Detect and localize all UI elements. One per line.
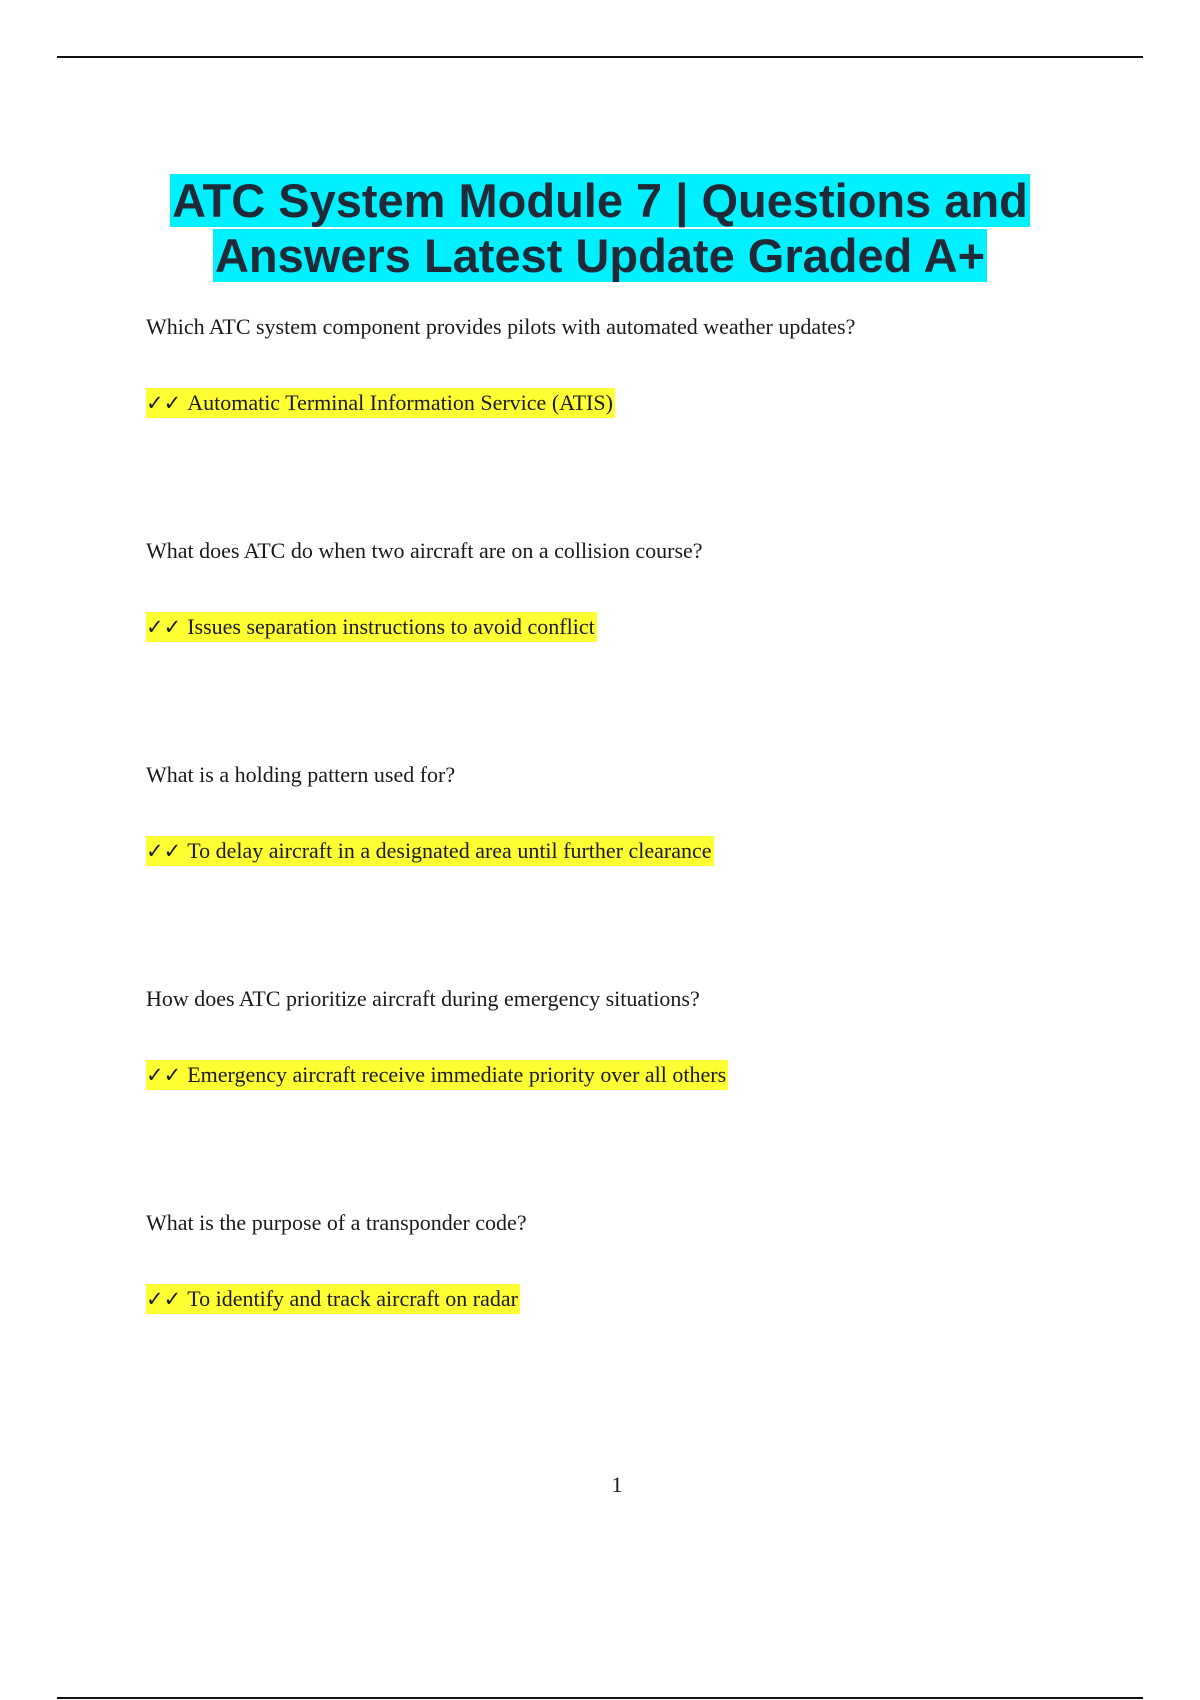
question-text: What does ATC do when two aircraft are on a collision course?	[146, 538, 703, 563]
qa-item	[146, 760, 1106, 863]
answer-highlight	[146, 836, 714, 866]
header-rule	[57, 56, 1143, 58]
document-title	[0, 173, 1200, 283]
title-line-1: ATC System Module 7 | Questions and	[172, 174, 1028, 228]
double-check-icon: ✓✓	[146, 1063, 182, 1087]
answer-text: Issues separation instructions to avoid conflict	[187, 614, 595, 639]
answer-highlight	[146, 1060, 728, 1090]
answer-text: To identify and track aircraft on radar	[187, 1286, 518, 1311]
double-check-icon: ✓✓	[146, 391, 182, 415]
question-text: Which ATC system component provides pilots with automated weather updates?	[146, 314, 856, 339]
footer-rule	[57, 1697, 1143, 1699]
qa-item	[146, 984, 1106, 1087]
qa-item	[146, 536, 1106, 639]
double-check-icon: ✓✓	[146, 839, 182, 863]
question-text: What is the purpose of a transponder code?	[146, 1210, 527, 1235]
qa-item	[146, 312, 1106, 415]
question-text: What is a holding pattern used for?	[146, 762, 456, 787]
answer-highlight	[146, 1284, 520, 1314]
answer-highlight	[146, 388, 615, 418]
double-check-icon: ✓✓	[146, 615, 182, 639]
answer-text: Automatic Terminal Information Service (ATIS)	[187, 390, 613, 415]
question-text: How does ATC prioritize aircraft during emergency situations?	[146, 986, 700, 1011]
answer-text: Emergency aircraft receive immediate priority over all others	[187, 1062, 727, 1087]
page-number: 1	[611, 1472, 623, 1497]
double-check-icon: ✓✓	[146, 1287, 182, 1311]
answer-highlight	[146, 612, 597, 642]
answer-text: To delay aircraft in a designated area until further clearance	[187, 838, 712, 863]
title-line-2: Answers Latest Update Graded A+	[214, 229, 986, 283]
qa-item	[146, 1208, 1106, 1311]
